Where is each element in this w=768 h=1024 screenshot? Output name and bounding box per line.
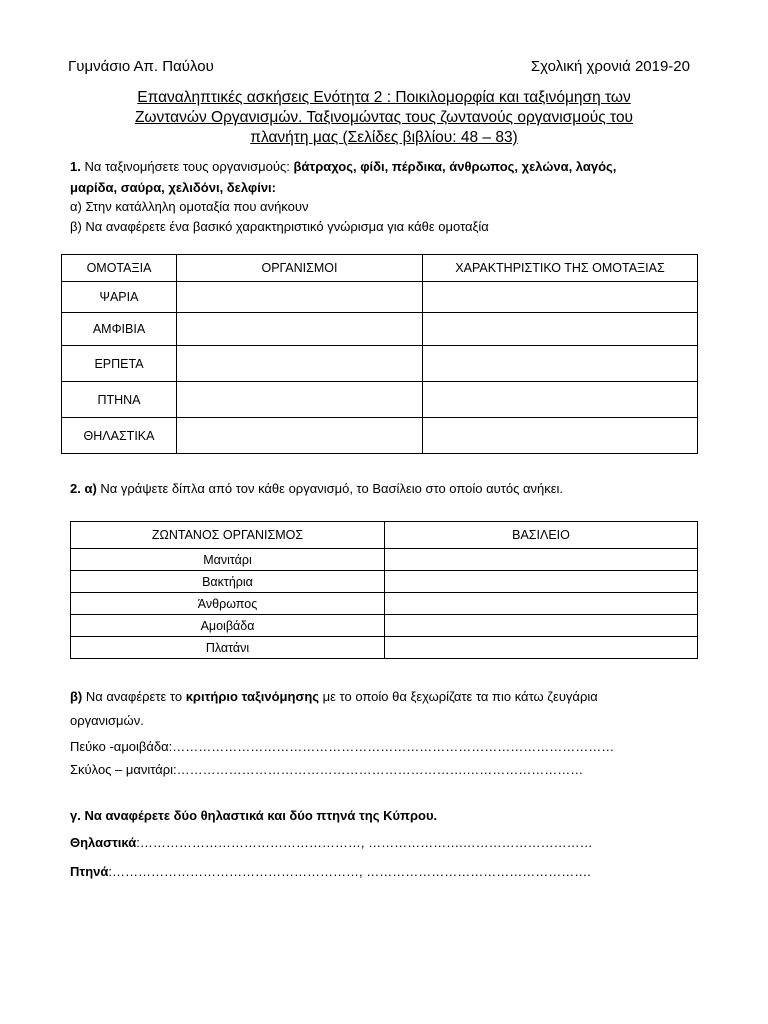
characteristic-cell[interactable] [423, 346, 698, 382]
characteristic-cell[interactable] [423, 282, 698, 313]
organisms-cell[interactable] [177, 282, 423, 313]
school-year: Σχολική χρονιά 2019-20 [530, 58, 690, 75]
table-row [62, 313, 698, 346]
table-row [71, 593, 698, 615]
characteristic-cell[interactable] [423, 313, 698, 346]
q1-part-a: α) Στην κατάλληλη ομοταξία που ανήκουν [70, 199, 309, 214]
q1-organisms-2: μαρίδα, σαύρα, χελιδόνι, δελφίνι: [70, 180, 277, 195]
q2b-text-1: Να αναφέρετε το [82, 689, 186, 704]
q2b-pair-2: Σκύλος – μανιτάρι:………………………………………………………….……………………… [70, 762, 584, 777]
q2c-bold: δύο θηλαστικά και δύο πτηνά της Κύπρου. [173, 808, 438, 823]
column-header: ΟΜΟΤΑΞΙΑ [62, 255, 177, 282]
birds-label: Πτηνά [70, 864, 109, 879]
q2b-line-2: οργανισμών. [70, 713, 144, 728]
q2c-text: γ. Να αναφέρετε [70, 808, 174, 823]
column-header: ΟΡΓΑΝΙΣΜΟΙ [177, 255, 423, 282]
q2b-pair-1: Πεύκο -αμοιβάδα:………………………………………………………………………………………… [70, 739, 615, 754]
organism-cell: Πλατάνι [71, 637, 385, 659]
class-cell: ΠΤΗΝΑ [62, 382, 177, 418]
q1-line-1 [70, 159, 616, 174]
q2b-text-2: με το οποίο θα ξεχωρίζατε τα πιο κάτω ζευγάρια [319, 689, 598, 704]
table-row [71, 637, 698, 659]
title-line-2: Ζωντανών Οργανισμών. Ταξινομώντας τους ζωντανούς οργανισμούς του [134, 109, 634, 126]
q2c-line [70, 808, 437, 823]
table-header-row [62, 255, 698, 282]
classification-table [61, 254, 698, 454]
q1-organisms-1: βάτραχος, φίδι, πέρδικα, άνθρωπος, χελώνα, λαγός, [293, 159, 617, 174]
q2a-line [70, 481, 563, 496]
birds-answer: :…………………………………………………, ……………………………………………. [108, 864, 591, 879]
mammals-label: Θηλαστικά [70, 835, 137, 850]
q1-intro: Να ταξινομήσετε τους οργανισμούς: [80, 159, 294, 174]
organism-cell: Μανιτάρι [71, 549, 385, 571]
q2a-number: 2. α) [70, 481, 97, 496]
kingdom-cell[interactable] [385, 571, 698, 593]
column-header: ΧΑΡΑΚΤΗΡΙΣΤΙΚΟ ΤΗΣ ΟΜΟΤΑΞΙΑΣ [423, 255, 698, 282]
title-line-1: Επαναληπτικές ασκήσεις Ενότητα 2 : Ποικιλομορφία και ταξινόμηση των [137, 89, 631, 106]
q2b-bold: κριτήριο ταξινόμησης [185, 689, 320, 704]
mammals-answer: :……………………………………………, ………………….………………………… [136, 835, 593, 850]
title-line-3: πλανήτη μας (Σελίδες βιβλίου: 48 – 83) [250, 129, 518, 146]
table-row [62, 382, 698, 418]
characteristic-cell[interactable] [423, 418, 698, 454]
table-row [71, 571, 698, 593]
organisms-cell[interactable] [177, 418, 423, 454]
q1-part-b: β) Να αναφέρετε ένα βασικό χαρακτηριστικό γνώρισμα για κάθε ομοταξία [70, 219, 489, 234]
class-cell: ΨΑΡΙΑ [62, 282, 177, 313]
table-row [62, 346, 698, 382]
column-header: ΒΑΣΙΛΕΙΟ [385, 522, 698, 549]
kingdom-table [70, 521, 698, 659]
table-row [71, 549, 698, 571]
organisms-cell[interactable] [177, 346, 423, 382]
organism-cell: Αμοιβάδα [71, 615, 385, 637]
q1-number: 1. [70, 159, 81, 174]
organism-cell: Άνθρωπος [71, 593, 385, 615]
table-row [71, 615, 698, 637]
characteristic-cell[interactable] [423, 382, 698, 418]
kingdom-cell[interactable] [385, 549, 698, 571]
q2c-birds-line [70, 864, 591, 879]
class-cell: ΘΗΛΑΣΤΙΚΑ [62, 418, 177, 454]
table-header-row [71, 522, 698, 549]
kingdom-cell[interactable] [385, 593, 698, 615]
q2c-mammals-line [70, 835, 593, 850]
q2b-line-1 [70, 689, 598, 704]
class-cell: ΕΡΠΕΤΑ [62, 346, 177, 382]
kingdom-cell[interactable] [385, 615, 698, 637]
column-header: ΖΩΝΤΑΝΟΣ ΟΡΓΑΝΙΣΜΟΣ [71, 522, 385, 549]
q2b-label: β) [70, 689, 83, 704]
organisms-cell[interactable] [177, 382, 423, 418]
q2a-text: Να γράψετε δίπλα από τον κάθε οργανισμό, το Βασίλειο στο οποίο αυτός ανήκει. [96, 481, 563, 496]
class-cell: ΑΜΦΙΒΙΑ [62, 313, 177, 346]
worksheet-title [60, 88, 708, 148]
organisms-cell[interactable] [177, 313, 423, 346]
kingdom-cell[interactable] [385, 637, 698, 659]
table-row [62, 282, 698, 313]
table-row [62, 418, 698, 454]
school-name: Γυμνάσιο Απ. Παύλου [68, 58, 214, 75]
organism-cell: Βακτήρια [71, 571, 385, 593]
